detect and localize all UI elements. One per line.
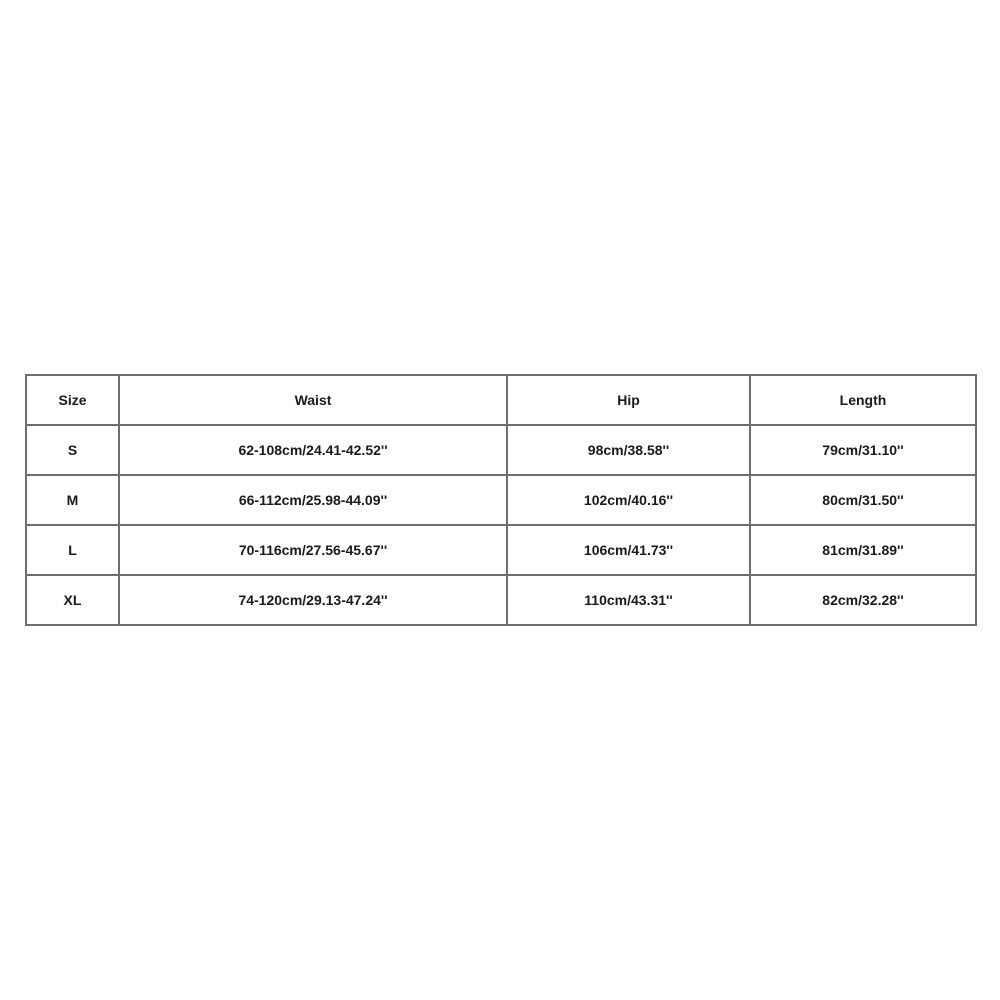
header-waist: Waist <box>119 375 507 425</box>
header-hip: Hip <box>507 375 750 425</box>
cell-size: L <box>26 525 119 575</box>
cell-hip: 110cm/43.31'' <box>507 575 750 625</box>
cell-waist: 66-112cm/25.98-44.09'' <box>119 475 507 525</box>
header-length: Length <box>750 375 976 425</box>
table-row <box>26 475 976 525</box>
table-header-row <box>26 375 976 425</box>
table-row <box>26 575 976 625</box>
size-chart-table <box>25 374 977 626</box>
table-row <box>26 425 976 475</box>
cell-length: 82cm/32.28'' <box>750 575 976 625</box>
cell-waist: 70-116cm/27.56-45.67'' <box>119 525 507 575</box>
cell-waist: 62-108cm/24.41-42.52'' <box>119 425 507 475</box>
cell-size: M <box>26 475 119 525</box>
table-row <box>26 525 976 575</box>
header-size: Size <box>26 375 119 425</box>
cell-hip: 102cm/40.16'' <box>507 475 750 525</box>
cell-hip: 106cm/41.73'' <box>507 525 750 575</box>
cell-size: XL <box>26 575 119 625</box>
cell-length: 81cm/31.89'' <box>750 525 976 575</box>
cell-length: 79cm/31.10'' <box>750 425 976 475</box>
cell-hip: 98cm/38.58'' <box>507 425 750 475</box>
cell-size: S <box>26 425 119 475</box>
cell-length: 80cm/31.50'' <box>750 475 976 525</box>
cell-waist: 74-120cm/29.13-47.24'' <box>119 575 507 625</box>
